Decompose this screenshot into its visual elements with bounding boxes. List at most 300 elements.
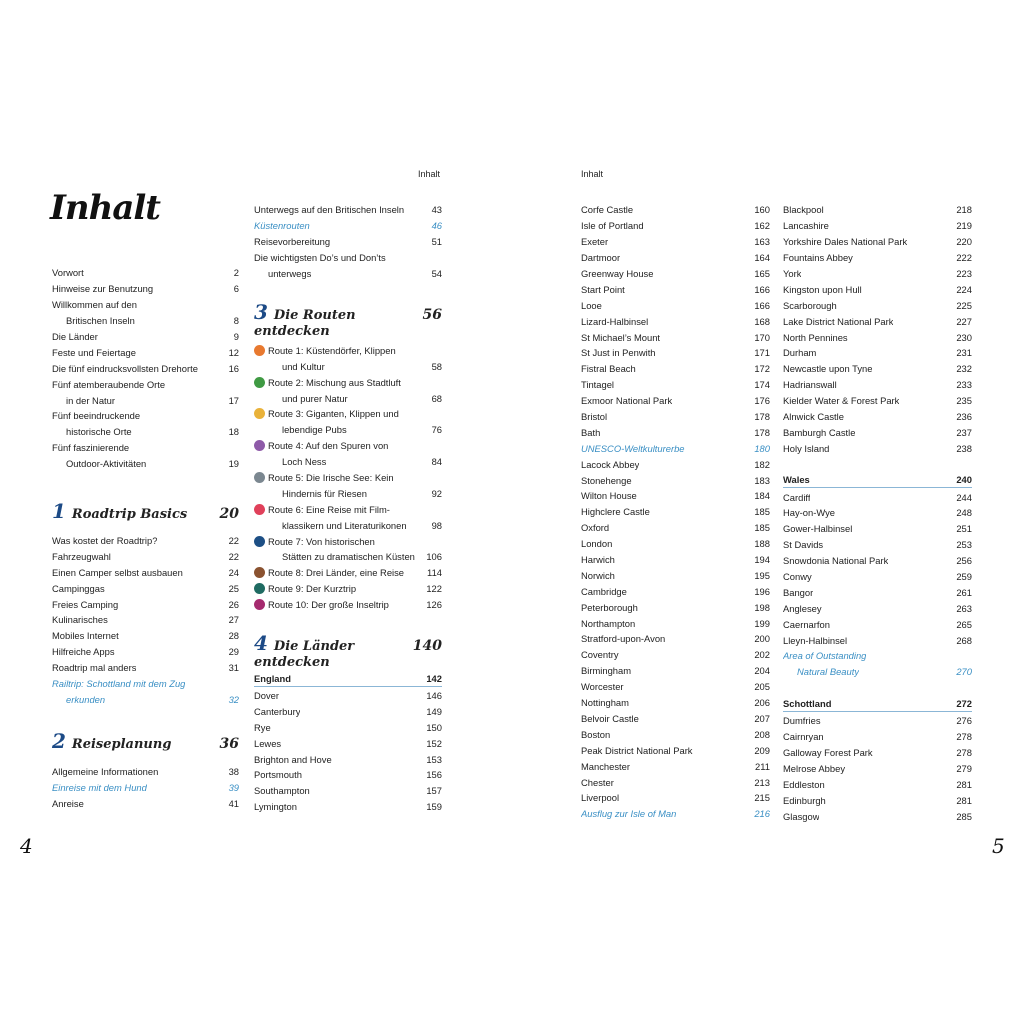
toc-entry[interactable] (581, 536, 770, 552)
toc-entry[interactable] (581, 313, 770, 329)
toc-entry[interactable] (254, 671, 442, 687)
toc-entry-page: 160 (754, 204, 770, 216)
toc-entry[interactable] (783, 616, 972, 632)
route-entry[interactable] (254, 438, 442, 454)
toc-entry[interactable] (254, 799, 442, 815)
toc-entry-title: Stratford-upon-Avon (581, 633, 666, 645)
toc-entry[interactable] (783, 553, 972, 569)
section-heading-laender[interactable] (254, 630, 442, 670)
toc-entry[interactable] (783, 745, 972, 761)
toc-entry-page: 41 (228, 797, 239, 809)
route-entry-label (254, 440, 388, 451)
toc-entry[interactable] (254, 703, 442, 719)
toc-entry-title: Exmoor National Park (581, 395, 673, 407)
route-entry[interactable] (254, 406, 442, 422)
route-entry-title: Route 3: Giganten, Klippen und (268, 408, 399, 420)
toc-entry[interactable] (52, 580, 239, 596)
toc-entry-page: 19 (228, 458, 239, 470)
toc-entry-title: Blackpool (783, 204, 824, 216)
toc-entry-title: Gower-Halbinsel (783, 523, 853, 535)
toc-entry[interactable] (581, 456, 770, 472)
toc-entry[interactable] (254, 735, 442, 751)
toc-entry[interactable] (581, 424, 770, 440)
toc-entry-page: 171 (754, 347, 770, 359)
toc-entry-title: Melrose Abbey (783, 762, 846, 774)
toc-entry-title: Cardiff (783, 491, 811, 503)
toc-entry-page: 225 (956, 299, 972, 311)
toc-entry[interactable] (581, 774, 770, 790)
toc-entry-page: 188 (754, 538, 770, 550)
toc-entry-title: Lleyn-Halbinsel (783, 634, 848, 646)
route-entry[interactable] (254, 549, 442, 565)
toc-entry[interactable] (581, 806, 770, 822)
toc-entry[interactable] (581, 281, 770, 297)
toc-entry[interactable] (254, 202, 442, 218)
toc-entry[interactable] (52, 533, 239, 549)
toc-entry-title: Lewes (254, 737, 282, 749)
toc-entry[interactable] (783, 729, 972, 745)
toc-entry-title: Cairnryan (783, 731, 824, 743)
route-color-dot-icon (254, 377, 265, 388)
toc-entry-title: Eddleston (783, 778, 825, 790)
route-entry[interactable] (254, 422, 442, 438)
toc-entry[interactable] (52, 612, 239, 628)
toc-entry[interactable] (581, 393, 770, 409)
toc-entry[interactable] (52, 265, 239, 281)
route-entry-label (254, 408, 399, 419)
toc-entry[interactable] (783, 632, 972, 648)
toc-entry[interactable] (52, 779, 239, 795)
toc-entry[interactable] (783, 713, 972, 729)
toc-entry-page: 43 (431, 204, 442, 216)
route-color-dot-icon (254, 536, 265, 547)
toc-entry[interactable] (52, 392, 239, 408)
toc-entry[interactable] (254, 767, 442, 783)
route-entry-title: Route 2: Mischung aus Stadtluft (268, 376, 401, 388)
toc-entry-page: 51 (431, 236, 442, 248)
toc-entry[interactable] (581, 440, 770, 456)
route-entry[interactable] (254, 565, 442, 581)
toc-entry[interactable] (254, 783, 442, 799)
route-entry-page: 114 (427, 567, 442, 579)
route-entry-page: 76 (431, 424, 442, 436)
toc-entry-title: Ausflug zur Isle of Man (581, 808, 677, 820)
route-entry[interactable] (254, 533, 442, 549)
toc-entry[interactable] (52, 281, 239, 297)
toc-entry[interactable] (783, 424, 972, 440)
toc-entry-title: Lizard-Halbinsel (581, 315, 649, 327)
toc-entry-page: 270 (956, 666, 972, 678)
toc-entry-title: Corfe Castle (581, 204, 634, 216)
toc-entry-page: 248 (956, 507, 972, 519)
toc-entry-title: Anglesey (783, 602, 822, 614)
toc-entry[interactable] (783, 329, 972, 345)
route-entry-label (254, 567, 404, 578)
toc-entry[interactable] (783, 409, 972, 425)
toc-entry[interactable] (581, 552, 770, 568)
toc-entry[interactable] (581, 631, 770, 647)
toc-entry-title: Durham (783, 347, 817, 359)
toc-entry-page: 152 (426, 737, 442, 749)
route-entry[interactable] (254, 470, 442, 486)
route-entry-page: 84 (431, 456, 442, 468)
route-entry-title: Route 6: Eine Reise mit Film- (268, 503, 390, 515)
section-name: Reiseplanung (71, 737, 172, 753)
toc-entry[interactable] (783, 313, 972, 329)
toc-entry[interactable] (783, 345, 972, 361)
toc-entry[interactable] (581, 409, 770, 425)
toc-entry[interactable] (783, 505, 972, 521)
toc-entry[interactable] (52, 660, 239, 676)
route-entry-title: klassikern und Literaturikonen (282, 519, 407, 531)
toc-entry-page: 205 (754, 681, 770, 693)
toc-entry-title: Feste und Feiertage (52, 346, 136, 358)
toc-entry[interactable] (783, 440, 972, 456)
toc-entry[interactable] (52, 564, 239, 580)
toc-entry[interactable] (581, 758, 770, 774)
toc-entry[interactable] (254, 250, 442, 266)
toc-entry-title: Tintagel (581, 379, 615, 391)
toc-entry[interactable] (52, 360, 239, 376)
toc-entry[interactable] (783, 521, 972, 537)
toc-entry-page: 168 (754, 315, 770, 327)
route-entry[interactable] (254, 342, 442, 358)
toc-entry-title: Galloway Forest Park (783, 746, 873, 758)
toc-entry-title: Kingston upon Hull (783, 283, 862, 295)
route-entry[interactable] (254, 454, 442, 470)
toc-entry-page: 285 (956, 810, 972, 822)
route-entry-page: 98 (431, 519, 442, 531)
toc-entry-title: Alnwick Castle (783, 411, 844, 423)
toc-entry-title: Scarborough (783, 299, 837, 311)
toc-entry[interactable] (581, 647, 770, 663)
toc-entry[interactable] (783, 489, 972, 505)
toc-entry-page: 230 (956, 331, 972, 343)
toc-entry-title: Boston (581, 728, 611, 740)
toc-entry-title: Bristol (581, 411, 608, 423)
toc-entry-page: 153 (426, 753, 442, 765)
toc-entry-title: Area of Outstanding (783, 650, 867, 662)
route-entry[interactable] (254, 501, 442, 517)
route-entry-title: Route 4: Auf den Spuren von (268, 440, 389, 452)
toc-entry[interactable] (581, 329, 770, 345)
toc-entry-page: 194 (754, 554, 770, 566)
toc-entry[interactable] (783, 377, 972, 393)
toc-entry-title: Freies Camping (52, 598, 119, 610)
route-color-dot-icon (254, 345, 265, 356)
route-entry[interactable] (254, 517, 442, 533)
toc-entry[interactable] (581, 377, 770, 393)
toc-entry[interactable] (783, 569, 972, 585)
toc-entry-title: Conwy (783, 571, 812, 583)
toc-entry-title: Hinweise zur Benutzung (52, 283, 154, 295)
toc-entry-page: 218 (956, 204, 972, 216)
toc-list-basics (52, 533, 239, 708)
toc-entry[interactable] (52, 795, 239, 811)
toc-entry-page: 253 (956, 539, 972, 551)
toc-entry-title: historische Orte (66, 426, 132, 438)
route-entry[interactable] (254, 374, 442, 390)
toc-entry[interactable] (783, 537, 972, 553)
route-entry-label (254, 456, 326, 467)
toc-entry-title: Schottland (783, 697, 832, 709)
toc-entry-title: Dover (254, 690, 280, 702)
route-entry-title: Loch Ness (282, 456, 327, 468)
toc-entry-title: Brighton and Hove (254, 753, 332, 765)
route-entry-page: 126 (426, 599, 442, 611)
toc-entry[interactable] (783, 760, 972, 776)
toc-entry-page: 208 (754, 728, 770, 740)
toc-entry-page: 240 (956, 474, 972, 486)
route-entry[interactable] (254, 485, 442, 501)
toc-entry-page: 185 (754, 522, 770, 534)
toc-entry-title: UNESCO-Weltkulturerbe (581, 442, 685, 454)
toc-entry[interactable] (581, 583, 770, 599)
toc-entry[interactable] (254, 218, 442, 234)
route-color-dot-icon (254, 583, 265, 594)
toc-entry[interactable] (254, 234, 442, 250)
section-heading-reiseplanung[interactable] (52, 729, 239, 759)
toc-entry-page: 159 (426, 801, 442, 813)
toc-entry[interactable] (783, 776, 972, 792)
toc-entry-title: Northampton (581, 617, 636, 629)
toc-entry-title: Newcastle upon Tyne (783, 363, 873, 375)
toc-entry[interactable] (783, 584, 972, 600)
toc-entry-title: Liverpool (581, 792, 620, 804)
toc-entry[interactable] (52, 376, 239, 392)
toc-entry-title: Peak District National Park (581, 744, 693, 756)
toc-entry-title: Fistral Beach (581, 363, 636, 375)
toc-entry[interactable] (52, 676, 239, 692)
toc-entry-title: Start Point (581, 283, 625, 295)
route-entry-title: Hindernis für Riesen (282, 487, 367, 499)
section-name: Die Routen entdecken (254, 308, 356, 340)
toc-entry[interactable] (581, 567, 770, 583)
section-heading-routen[interactable] (254, 300, 442, 340)
toc-entry-page: 222 (956, 252, 972, 264)
toc-entry-page: 256 (956, 555, 972, 567)
toc-entry-page: 146 (426, 690, 442, 702)
toc-entry-page: 235 (956, 395, 972, 407)
toc-entry-page: 31 (228, 662, 239, 674)
toc-entry[interactable] (783, 297, 972, 313)
toc-entry[interactable] (52, 628, 239, 644)
toc-entry-page: 209 (754, 744, 770, 756)
toc-entry[interactable] (783, 218, 972, 234)
toc-entry[interactable] (581, 599, 770, 615)
toc-entry[interactable] (254, 266, 442, 282)
toc-entry[interactable] (52, 644, 239, 660)
route-entry-label (254, 536, 375, 547)
route-color-dot-icon (254, 567, 265, 578)
toc-entry[interactable] (52, 344, 239, 360)
toc-entry-title: Dumfries (783, 715, 821, 727)
toc-entry-page: 9 (233, 331, 239, 342)
toc-entry-title: England (254, 672, 291, 684)
toc-entry-title: Worcester (581, 681, 624, 693)
toc-entry[interactable] (581, 488, 770, 504)
toc-entry[interactable] (52, 329, 239, 345)
toc-entry[interactable] (783, 361, 972, 377)
route-entry-label (254, 393, 348, 404)
section-page: 140 (412, 637, 442, 654)
toc-entry-title: Die fünf eindrucksvollsten Drehorte (52, 362, 198, 374)
route-entry-label (254, 520, 407, 531)
toc-entry[interactable] (581, 218, 770, 234)
toc-entry-title: in der Natur (66, 394, 115, 406)
toc-entry-page: 215 (754, 792, 770, 804)
toc-entry-page: 156 (426, 769, 442, 781)
toc-entry-title: Bath (581, 426, 601, 438)
toc-entry[interactable] (581, 504, 770, 520)
toc-entry[interactable] (783, 202, 972, 218)
toc-entry[interactable] (52, 763, 239, 779)
toc-entry-title: Kulinarisches (52, 614, 108, 626)
toc-entry[interactable] (783, 808, 972, 824)
toc-entry-page: 195 (754, 569, 770, 581)
toc-entry[interactable] (254, 688, 442, 704)
toc-entry-page: 219 (956, 220, 972, 232)
route-entry-page: 106 (426, 551, 442, 563)
toc-entry-title: Anreise (52, 797, 84, 809)
toc-entry-title: Greenway House (581, 268, 654, 279)
toc-entry[interactable] (52, 548, 239, 564)
toc-list-intro (52, 265, 239, 472)
running-header-right: Inhalt (581, 169, 604, 179)
toc-entry[interactable] (52, 596, 239, 612)
toc-entry-title: Wales (783, 474, 810, 486)
section-page: 20 (219, 505, 239, 522)
toc-entry[interactable] (581, 615, 770, 631)
toc-entry-title: Hadrianswall (783, 379, 837, 391)
toc-entry-page: 157 (426, 785, 442, 797)
toc-entry-title: Britischen Inseln (66, 315, 135, 327)
toc-entry[interactable] (52, 440, 239, 456)
toc-entry-page: 272 (956, 697, 972, 709)
toc-entry[interactable] (52, 408, 239, 424)
toc-entry[interactable] (581, 742, 770, 758)
toc-entry[interactable] (52, 691, 239, 707)
toc-entry[interactable] (581, 790, 770, 806)
toc-entry[interactable] (52, 297, 239, 313)
toc-entry[interactable] (783, 696, 972, 712)
toc-entry-page: 142 (426, 672, 442, 684)
toc-entry-page: 166 (754, 283, 770, 295)
toc-entry-page: 174 (754, 379, 770, 391)
toc-entry[interactable] (581, 266, 770, 282)
toc-entry-title: Fünf faszinierende (52, 442, 130, 454)
toc-entry[interactable] (581, 297, 770, 313)
toc-entry[interactable] (254, 719, 442, 735)
toc-entry-page: 261 (956, 586, 972, 598)
toc-entry-title: Coventry (581, 649, 619, 661)
toc-entry[interactable] (581, 726, 770, 742)
toc-entry-title: Cambridge (581, 585, 627, 597)
toc-entry-page: 198 (754, 601, 770, 613)
toc-entry[interactable] (783, 266, 972, 282)
toc-entry-title: Hay-on-Wye (783, 507, 836, 519)
toc-entry-page: 18 (228, 426, 239, 438)
toc-entry-page: 281 (956, 778, 972, 790)
toc-entry-title: Kielder Water & Forest Park (783, 395, 900, 407)
toc-entry-title: Bangor (783, 586, 814, 598)
section-name: Roadtrip Basics (71, 506, 188, 522)
toc-entry[interactable] (581, 361, 770, 377)
toc-entry-page: 178 (754, 411, 770, 423)
toc-entry-title: Lacock Abbey (581, 458, 640, 470)
toc-entry[interactable] (783, 393, 972, 409)
toc-entry-title: Rye (254, 721, 271, 733)
toc-column-2 (254, 202, 442, 815)
toc-entry-title: Norwich (581, 569, 615, 581)
toc-entry-page: 180 (754, 442, 770, 454)
toc-entry[interactable] (52, 313, 239, 329)
toc-entry-page: 220 (956, 236, 972, 248)
toc-entry[interactable] (581, 711, 770, 727)
toc-entry[interactable] (52, 456, 239, 472)
toc-entry-page: 265 (956, 618, 972, 630)
toc-entry[interactable] (581, 250, 770, 266)
toc-entry-title: Lancashire (783, 220, 829, 232)
toc-entry[interactable] (581, 345, 770, 361)
toc-entry[interactable] (52, 424, 239, 440)
route-entry[interactable] (254, 581, 442, 597)
toc-entry-page: 172 (754, 363, 770, 375)
toc-entry[interactable] (783, 600, 972, 616)
toc-entry[interactable] (581, 202, 770, 218)
toc-spacer (783, 680, 972, 696)
toc-entry[interactable] (254, 751, 442, 767)
toc-entry-page: 211 (755, 760, 770, 772)
toc-entry[interactable] (783, 792, 972, 808)
route-entry[interactable] (254, 390, 442, 406)
page-title: Inhalt (50, 188, 160, 228)
route-entry-title: Route 10: Der große Inseltrip (268, 599, 389, 611)
toc-entry-title: erkunden (66, 693, 106, 705)
toc-entry[interactable] (783, 281, 972, 297)
toc-entry-page: 236 (956, 411, 972, 423)
toc-entry[interactable] (581, 663, 770, 679)
route-entry[interactable] (254, 597, 442, 613)
route-entry-title: Route 9: Der Kurztrip (268, 583, 357, 595)
toc-entry[interactable] (783, 234, 972, 250)
toc-entry[interactable] (783, 250, 972, 266)
toc-entry[interactable] (581, 520, 770, 536)
toc-entry-page: 39 (228, 781, 239, 793)
toc-entry-title: Einreise mit dem Hund (52, 781, 147, 793)
toc-entry-page: 199 (754, 617, 770, 629)
section-number: 1 (52, 498, 66, 523)
toc-entry[interactable] (581, 472, 770, 488)
toc-entry-title: Portsmouth (254, 769, 302, 781)
section-heading-roadtrip-basics[interactable] (52, 499, 239, 529)
route-entry-page: 122 (426, 583, 442, 595)
toc-entry-page: 149 (426, 705, 442, 717)
toc-entry[interactable] (581, 234, 770, 250)
toc-entry[interactable] (581, 695, 770, 711)
route-entry[interactable] (254, 358, 442, 374)
toc-entry[interactable] (783, 472, 972, 488)
toc-column-1 (52, 265, 239, 811)
toc-entry-title: Mobiles Internet (52, 630, 119, 642)
toc-entry[interactable] (783, 664, 972, 680)
toc-entry[interactable] (581, 679, 770, 695)
toc-entry-title: Fahrzeugwahl (52, 550, 111, 562)
route-entry-title: Route 5: Die Irische See: Kein (268, 472, 394, 484)
toc-entry-title: Oxford (581, 522, 610, 534)
toc-entry[interactable] (783, 648, 972, 664)
route-color-dot-icon (254, 440, 265, 451)
